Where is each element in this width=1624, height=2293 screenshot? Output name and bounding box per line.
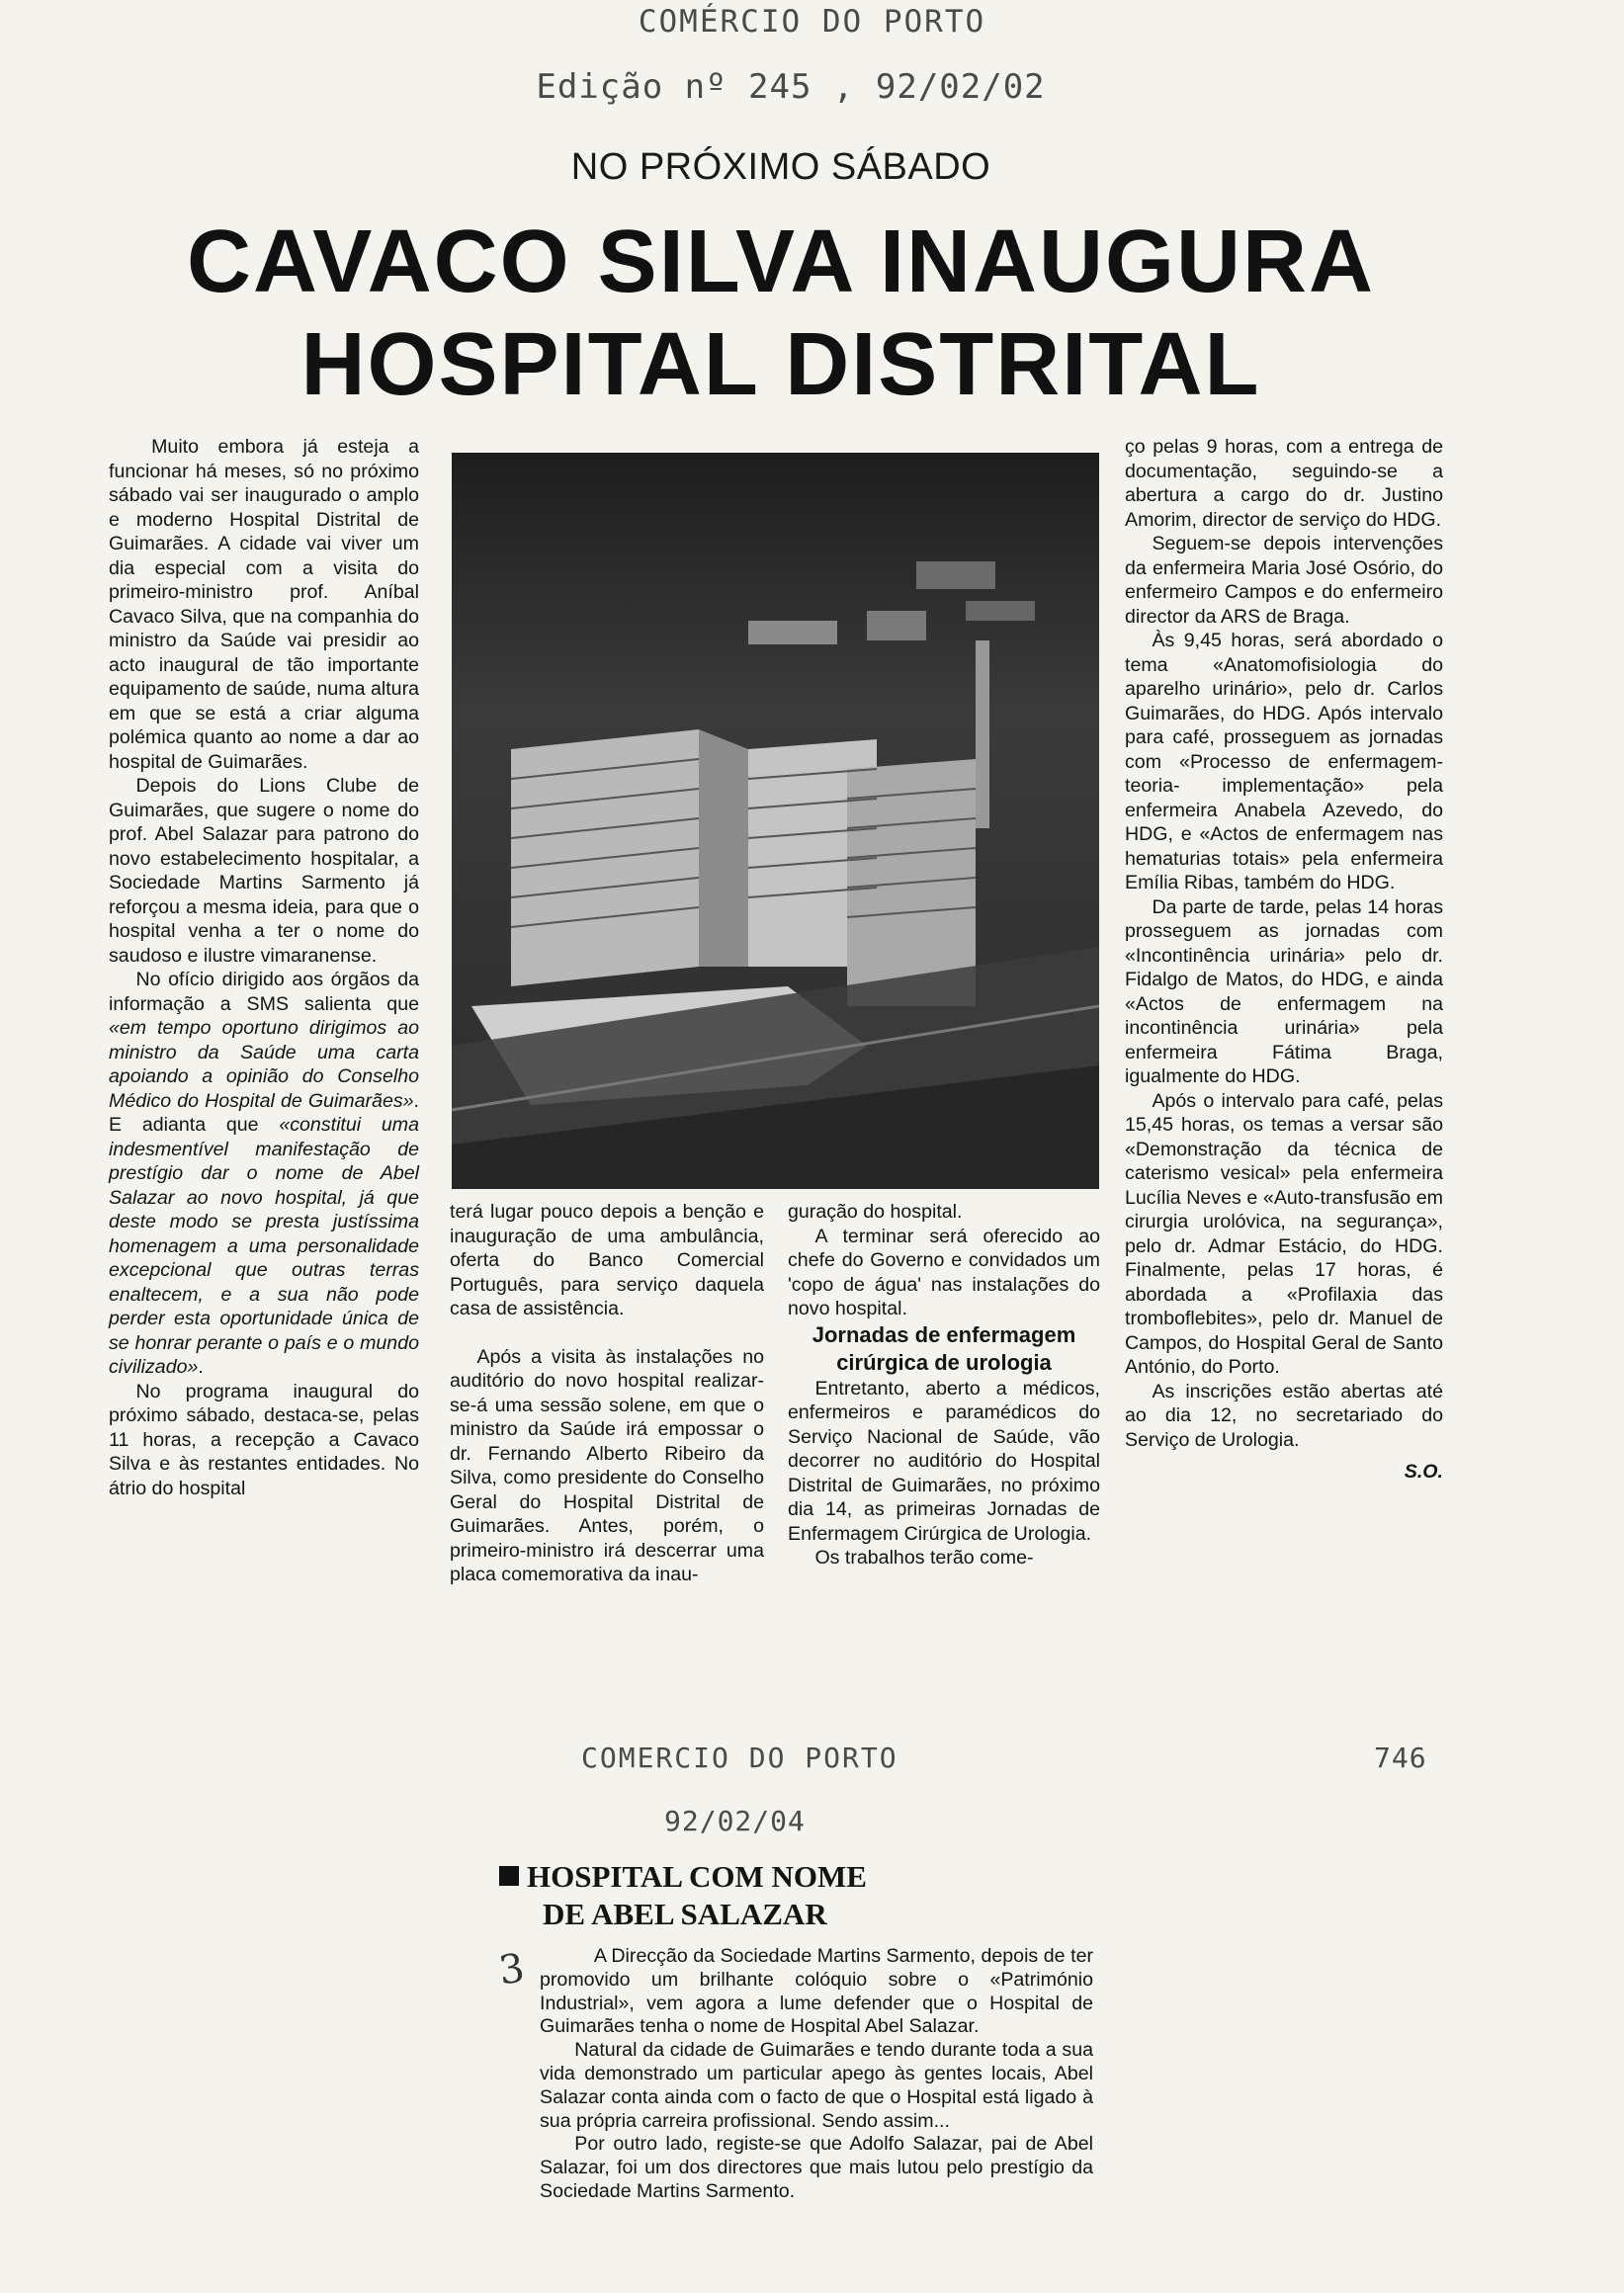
article2-title: HOSPITAL COM NOME DE ABEL SALAZAR: [499, 1858, 1053, 1933]
paragraph: Por outro lado, registe-se que Adolfo Salazar, pai de Abel Salazar, foi um dos directores que mais lutou pelo prestígio da Sociedade Martins Sarmento.: [540, 2133, 1093, 2202]
stamp-newspaper-name: COMÉRCIO DO PORTO: [638, 4, 986, 40]
paragraph: Muito embora já esteja a funcionar há meses, só no próximo sábado vai ser inaugurado o amplo e moderno Hospital Distrital de Guimarães. A cidade vai viver um dia especial com a visita do primeiro-ministro prof. Aníbal Cavaco Silva, que na companhia do ministro da Saúde vai presidir ao acto inaugural de tão importante equipamento de saúde, numa altura em que se está a criar alguma polémica quanto ao nome a dar ao hospital de Guimarães.: [109, 436, 419, 773]
paragraph: ço pelas 9 horas, com a entrega de documentação, seguindo-se a abertura a cargo do dr. Justino Amorim, director de serviço do HDG.: [1125, 436, 1443, 531]
paragraph: As inscrições estão abertas até ao dia 12, no secretariado do Serviço de Urologia.: [1125, 1380, 1443, 1451]
paragraph: terá lugar pouco depois a benção e inauguração de uma ambulância, oferta do Banco Comercial Português, para serviço daquela casa de assistência.: [450, 1201, 764, 1319]
quote-italic: «constitui uma indesmentível manifestação de prestígio dar o nome de Abel Salazar ao novo hospital, já que deste modo se presta justíssima homenagem a uma personalidade excepcional que outras terras enaltecem, e a sua não pode perder esta oportunidade única de se honrar perante o país e o mundo civilizado»: [109, 1114, 419, 1378]
section-subheading: Jornadas de enfermagem cirúrgica de urologia: [812, 1321, 1076, 1375]
paragraph: Natural da cidade de Guimarães e tendo durante toda a sua vida demonstrado um particular apego às gentes locais, Abel Salazar conta ainda com o facto de que o Hospital está ligado à sua própria carreira profissional. Sendo assim...: [540, 2039, 1093, 2132]
paragraph: Entretanto, aberto a médicos, enfermeiros e paramédicos do Serviço Nacional de Saúde, vão decorrer no auditório do Hospital Distrital de Guimarães, no próximo dia 14, as primeiras Jornadas de Enfermagem Cirúrgica de Urologia.: [788, 1377, 1100, 1545]
paragraph: guração do hospital.: [788, 1201, 963, 1223]
paragraph: Da parte de tarde, pelas 14 horas prosseguem as jornadas com «Incontinência urinária» pelo dr. Fidalgo de Matos, do HDG, e ainda «Actos de enfermagem na incontinência urinária» pela enfermeira Fátima Braga, igualmente do HDG.: [1125, 895, 1443, 1087]
headline-line-1: CAVACO SILVA INAUGURA: [187, 212, 1375, 311]
paragraph: No programa inaugural do próximo sábado, destaca-se, pelas 11 horas, a recepção a Cavaco Silva e às restantes entidades. No átrio do hospital: [109, 1380, 419, 1499]
article-column-2: [450, 1200, 764, 1587]
paragraph: No ofício dirigido aos órgãos da informação a SMS salienta que «em tempo oportuno dirigimos ao ministro da Saúde uma carta apoiando a opinião do Conselho Médico do Hospital de Guimarães». E adianta que «constitui uma indesmentível manifestação de prestígio dar o nome de Abel Salazar ao novo hospital, já que deste modo se presta justíssima homenagem a uma personalidade excepcional que outras terras enaltecem, e a sua não pode perder esta oportunidade única de se honrar perante o país e o mundo civilizado».: [109, 969, 419, 1378]
paragraph: Às 9,45 horas, será abordado o tema «Anatomofisiologia do aparelho urinário», pelo dr. Carlos Guimarães, do HDG. Após intervalo para café, prosseguem as jornadas com «Processo de enfermagem-teoria- implementação» pela enfermeira Anabela Azevedo, do HDG, e «Actos de enfermagem nas hematurias totais» pela enfermeira Emília Ribas, também do HDG.: [1125, 630, 1443, 893]
footer-page-number: 746: [1374, 1741, 1427, 1774]
square-bullet-icon: [499, 1866, 519, 1886]
footer-date: 92/02/04: [664, 1805, 806, 1837]
paragraph: A terminar será oferecido ao chefe do Governo e convidados um 'copo de água' nas instalações do novo hospital.: [788, 1225, 1100, 1319]
quote-italic: «em tempo oportuno dirigimos ao ministro da Saúde uma carta apoiando a opinião do Conselho Médico do Hospital de Guimarães»: [109, 1017, 419, 1112]
headline-line-2: HOSPITAL DISTRITAL: [300, 315, 1261, 414]
article-column-3: [788, 1200, 1100, 1571]
footer-newspaper-name: COMERCIO DO PORTO: [581, 1741, 898, 1774]
author-signature: S.O.: [1404, 1461, 1443, 1483]
article2-body: [540, 1945, 1093, 2204]
article-column-4: [1125, 435, 1443, 1485]
paragraph: Os trabalhos terão come-: [814, 1547, 1034, 1569]
paragraph: A Direcção da Sociedade Martins Sarmento, depois de ter promovido um brilhante colóquio sobre o «Património Industrial», vem agora a lume defender que o Hospital de Guimarães tenha o nome de Hospital Abel Salazar.: [540, 1945, 1093, 2038]
handwritten-mark: 3: [495, 1945, 528, 1995]
stamp-edition: Edição nº 245 , 92/02/02: [536, 67, 1046, 107]
article-kicker: NO PRÓXIMO SÁBADO: [570, 146, 991, 188]
paragraph: Seguem-se depois intervenções da enfermeira Maria José Osório, do enfermeiro Campos e do enfermeiro director da ARS de Braga.: [1125, 533, 1443, 628]
paragraph: Depois do Lions Clube de Guimarães, que sugere o nome do prof. Abel Salazar para patrono do novo estabelecimento hospitalar, a Sociedade Martins Sarmento já reforçou a mesma ideia, para que o hospital venha a ter o nome do saudoso e ilustre vimaranense.: [109, 775, 419, 967]
article-column-1: [109, 435, 419, 1500]
hospital-aerial-photo: [452, 453, 1099, 1189]
paragraph: Após o intervalo para café, pelas 15,45 horas, os temas a versar são «Demonstração da técnica de caterismo vesical» pela enfermeira Lucília Neves e «Auto-transfusão em cirurgia urolóvica, na segurança», pelo dr. Admar Estácio, do HDG. Finalmente, pelas 17 horas, é abordada a «Profilaxia das tromboflebites», pelo dr. Manuel de Campos, do Hospital Geral de Santo António, do Porto.: [1125, 1089, 1443, 1378]
paragraph: Após a visita às instalações no auditório do novo hospital realizar-se-á uma sessão solene, em que o ministro da Saúde irá empossar o dr. Fernando Alberto Ribeiro da Silva, como presidente do Conselho Geral do Hospital Distrital de Guimarães. Antes, porém, o primeiro-ministro irá descerrar uma placa comemorativa da inau-: [450, 1345, 764, 1585]
